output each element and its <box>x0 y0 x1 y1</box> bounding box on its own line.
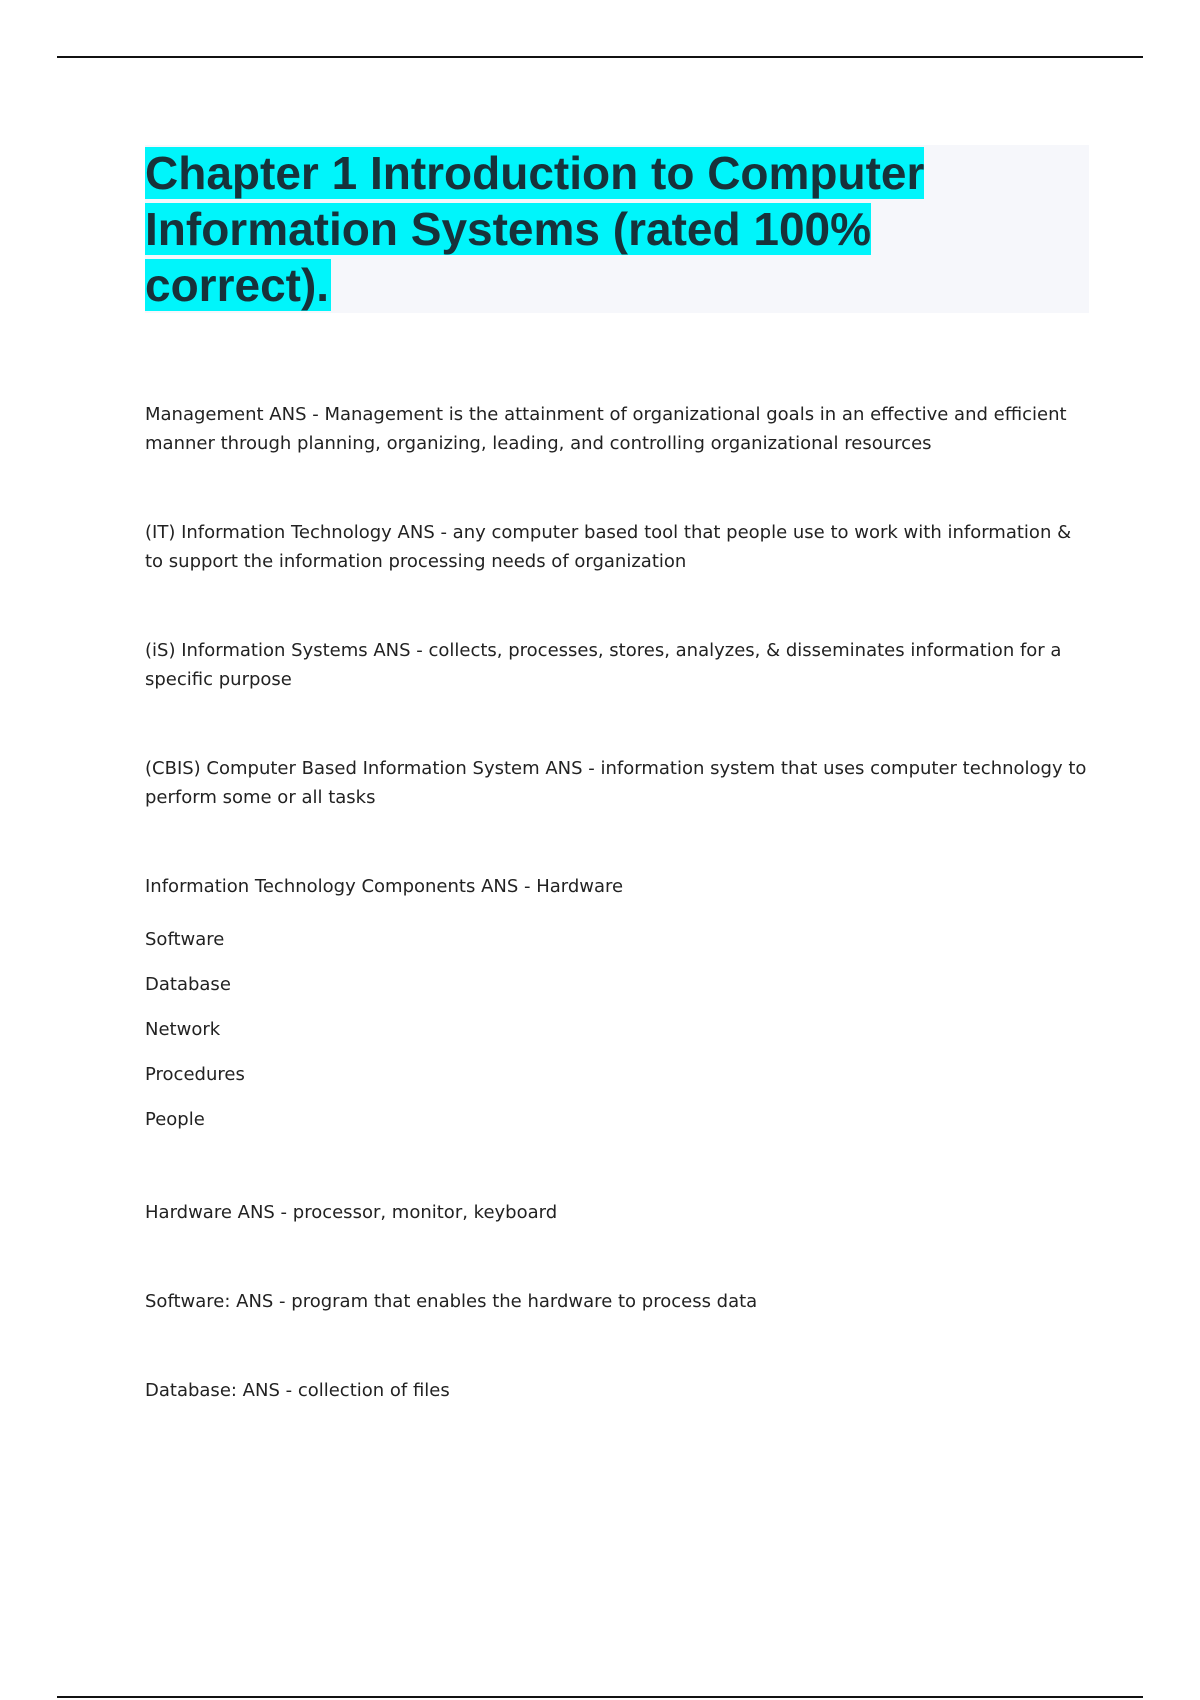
qa-entry-text: (IT) Information Technology ANS - any computer based tool that people use to work with information & to support the information processing needs of organization <box>145 522 1072 572</box>
component-item: Procedures <box>145 1064 245 1085</box>
title-block <box>145 145 1089 313</box>
qa-entry-software <box>145 1287 1090 1316</box>
component-item: Database <box>145 974 231 995</box>
qa-entry-it <box>145 518 1090 576</box>
document-body <box>145 400 1090 1465</box>
qa-entry-is <box>145 636 1090 694</box>
page-title <box>145 145 975 313</box>
qa-entry-cbis <box>145 754 1090 812</box>
qa-entry-text: Database: ANS - collection of files <box>145 1380 450 1401</box>
components-heading: Information Technology Components ANS - Hardware <box>145 876 624 897</box>
component-item: Software <box>145 929 225 950</box>
qa-entry-text: Hardware ANS - processor, monitor, keyboard <box>145 1202 558 1223</box>
qa-entry-text: Software: ANS - program that enables the hardware to process data <box>145 1291 758 1312</box>
qa-entry-text: (CBIS) Computer Based Information System ANS - information system that uses computer technology to perform some or all tasks <box>145 758 1087 808</box>
component-item: Network <box>145 1019 221 1040</box>
component-item: People <box>145 1109 205 1130</box>
qa-entry-text: Management ANS - Management is the attainment of organizational goals in an effective and efficient manner through planning, organizing, leading, and controlling organizational resources <box>145 404 1067 454</box>
top-rule <box>57 56 1143 58</box>
qa-entry-hardware <box>145 1198 1090 1227</box>
qa-entry-database <box>145 1376 1090 1405</box>
qa-entry-management <box>145 400 1090 458</box>
qa-entry-it-components <box>145 872 1090 1142</box>
page-title-text: Chapter 1 Introduction to Computer Information Systems (rated 100% correct). <box>145 147 925 311</box>
bottom-rule <box>57 1696 1143 1698</box>
qa-entry-text: (iS) Information Systems ANS - collects, processes, stores, analyzes, & disseminates information for a specific purpose <box>145 640 1062 690</box>
